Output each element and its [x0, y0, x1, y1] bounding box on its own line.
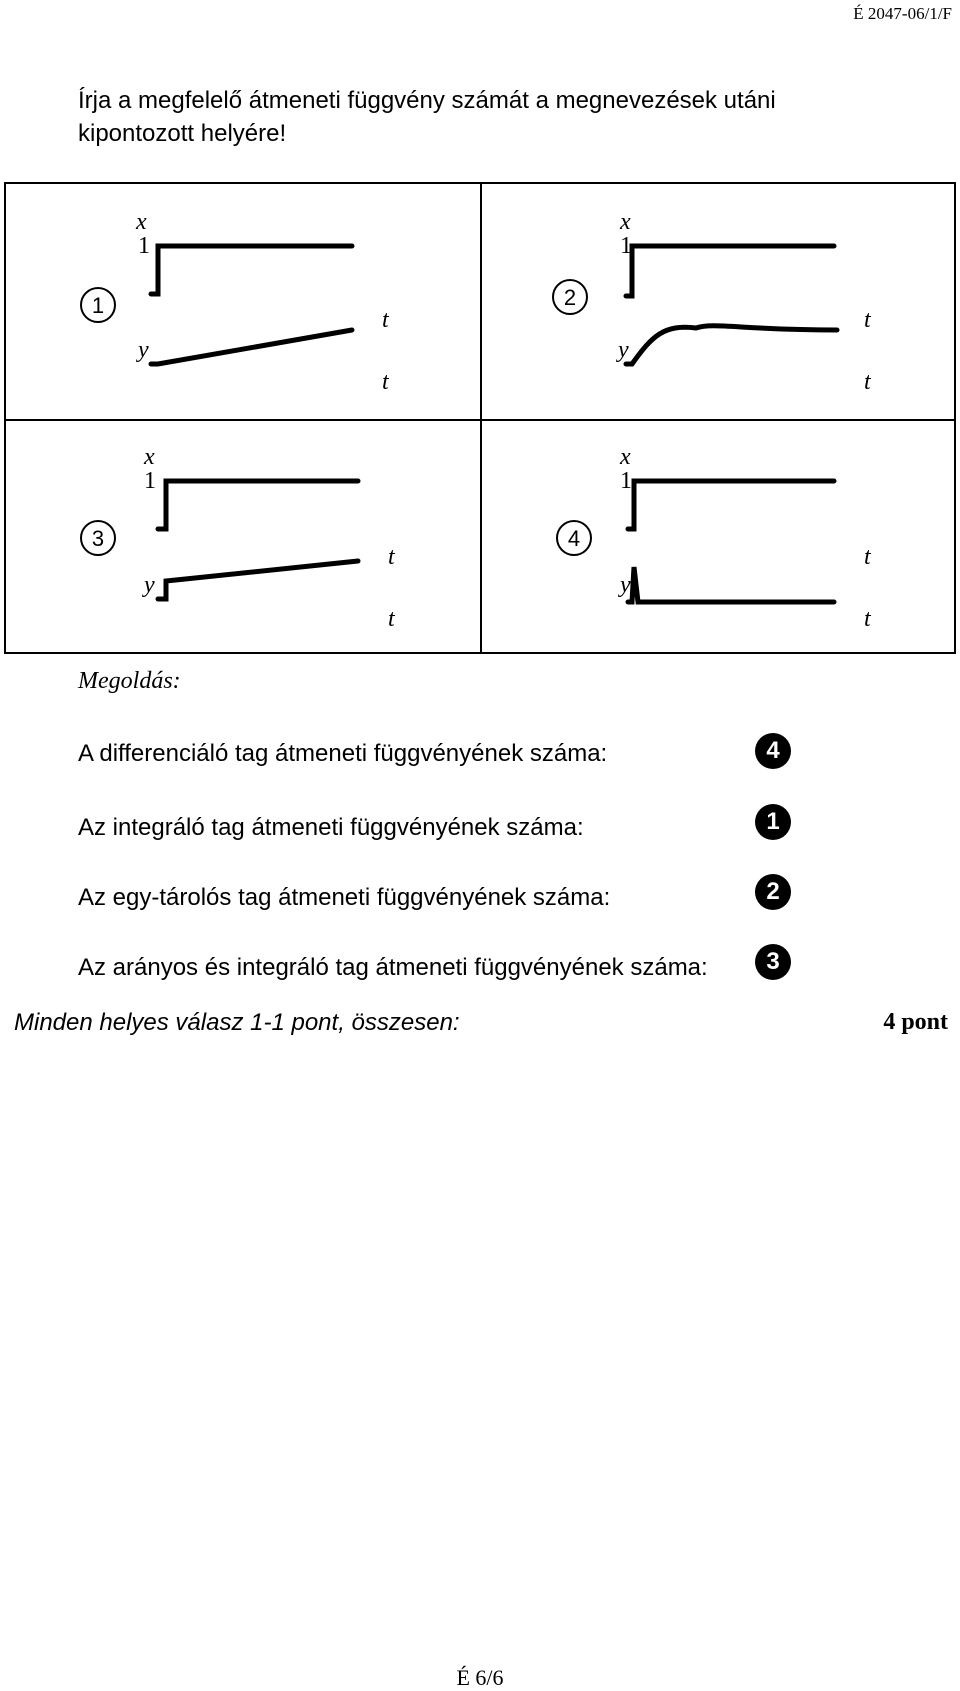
panel-4-graph: [482, 421, 956, 656]
answer-value-4: 3: [755, 944, 791, 980]
time-label-top: t: [864, 307, 871, 333]
time-label-bottom: t: [864, 369, 871, 395]
x-axis-label: x: [144, 444, 155, 470]
unit-step-label: 1: [138, 233, 150, 259]
answer-question-1: A differenciáló tag átmeneti függvényének száma:: [78, 740, 608, 767]
step-response-grid: [4, 182, 956, 654]
unit-step-label: 1: [620, 468, 632, 494]
answer-value-3: 2: [755, 874, 791, 910]
y-axis-label: y: [618, 337, 629, 363]
panel-number: 4: [556, 520, 592, 556]
time-label-top: t: [382, 307, 389, 333]
score-label: Minden helyes válasz 1-1 pont, összesen:: [14, 1009, 460, 1036]
answer-question-3: Az egy-tárolós tag átmeneti függvényének száma:: [78, 884, 611, 911]
x-axis-label: x: [620, 209, 631, 235]
panel-2: [482, 184, 956, 419]
y-axis-label: y: [620, 572, 631, 598]
input-step-line: [628, 481, 834, 529]
solution-title: Megoldás:: [78, 668, 181, 694]
page-footer: É 6/6: [456, 1665, 504, 1690]
panel-4: [482, 421, 956, 656]
input-step-line: [151, 246, 352, 294]
time-label-bottom: t: [864, 606, 871, 632]
unit-step-label: 1: [144, 468, 156, 494]
x-axis-label: x: [136, 209, 147, 235]
time-label-top: t: [388, 544, 395, 570]
instruction-text: Írja a megfelelő átmeneti függvény számát a megnevezések utáni kipontozott helyére!: [78, 87, 776, 147]
panel-1-graph: [6, 184, 480, 419]
y-axis-label: y: [138, 337, 149, 363]
answer-question-2: Az integráló tag átmeneti függvényének száma:: [78, 814, 584, 841]
panel-number: 3: [80, 520, 116, 556]
output-exponential-curve: [626, 326, 837, 364]
answer-question-4: Az arányos és integráló tag átmeneti függvényének száma:: [78, 954, 708, 981]
panel-number: 1: [80, 287, 116, 323]
document-code: É 2047-06/1/F: [853, 4, 952, 23]
panel-3-graph: [6, 421, 480, 656]
time-label-bottom: t: [388, 606, 395, 632]
input-step-line: [626, 246, 834, 296]
input-step-line: [158, 481, 358, 529]
panel-2-graph: [482, 184, 956, 419]
panel-number: 2: [552, 279, 588, 315]
x-axis-label: x: [620, 444, 631, 470]
unit-step-label: 1: [620, 233, 632, 259]
answer-value-1: 4: [755, 733, 791, 769]
output-ramp-line: [151, 330, 352, 364]
panel-1: [6, 184, 480, 419]
y-axis-label: y: [144, 572, 155, 598]
answer-value-2: 1: [755, 804, 791, 840]
panel-3: [6, 421, 480, 656]
time-label-top: t: [864, 544, 871, 570]
output-impulse-line: [628, 567, 834, 602]
time-label-bottom: t: [382, 369, 389, 395]
score-value: 4 pont: [883, 1009, 948, 1035]
output-step-ramp-line: [158, 561, 358, 599]
